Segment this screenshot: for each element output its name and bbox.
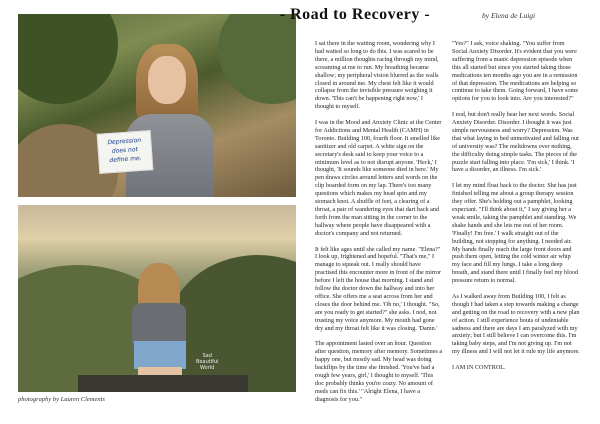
article-byline: by Elena de Luigi: [482, 11, 536, 20]
paragraph: I was in the Mood and Anxiety Clinic at the Center for Addictions and Mental Health (CAMH) in Toronto. Building 100, fourth floor. It smelled like sanitizer and old carpet. A white sign on the secretary's desk said to keep your voice to a minimum level as to not disrupt anyone. 'Heck,' I thought, 'It sounds like someone died in here.' My pen draws circles around letters and words on the clip boarded form on my lap. There's too many questions which makes my head spin and my stomach knot. A shuffle of feet, a clearing of a throat, a pair of wandering eyes that dart back and forth from the man sitting in the corner to the hallway where people have disappeared with a doctor's company and not returned.: [315, 119, 442, 237]
person-top: [132, 303, 186, 345]
handwritten-sign: [97, 130, 154, 174]
seated-person: [130, 263, 188, 392]
paragraph: The appointment lasted over an hour. Question after question, memory after memory. Sometimes a happy one, but mostly sad. My head was doing backflips by the time she finished. 'You've had a rough few years, girl,' I thought to myself. 'This doc probably thinks you're crazy. No amount of meds can fix this.' "Alright Elena, I have a diagnosis for you.": [315, 340, 443, 403]
person-shorts: [134, 341, 186, 369]
paragraph: I nod, but don't really hear her next words. Social Anxiety Disorder. Disorder. I thought it was just simple nervousness and worry? Depression. Was that what laying in bed unmotivated and falling out of university was? The meltdowns over nothing, the difficulty doing simple tasks. The pieces of the puzzle start falling into place. 'I'm sick,' I think. 'I have a disorder, an illness. I'm sick.': [452, 111, 579, 174]
person-face: [148, 56, 186, 104]
foliage-shape: [218, 14, 296, 104]
closing-line: I AM IN CONTROL.: [452, 364, 506, 372]
landscape-photo-bench: [18, 205, 296, 392]
paragraph: It felt like ages until she called my name. "Elena?" I look up, frightened and hopeful. "That's me," I manage to squeak out. I really should have practised this encounter more in front of the mirror before I left the house that morning. I stand and follow the doctor down the hallway and into her office. She offers me a seat across from her and closes the door behind me. 'Oh no,' I thought. "So, are you ready to get started?" she asks. I nod, not trusting my voice anymore. My mouth had gone dry and my throat felt like it was closing. 'Damn.': [315, 245, 442, 332]
sign-line: define me.: [109, 154, 142, 165]
article-title: - Road to Recovery -: [279, 6, 431, 23]
sign-line: Depression: [107, 136, 142, 147]
sign-line: does not: [111, 146, 139, 155]
photo-credit: photography by Lauren Clements: [18, 396, 105, 403]
bench: [78, 375, 248, 392]
foliage-shape: [18, 14, 118, 104]
paragraph: As I walked away from Building 100, I felt as though I had taken a step towards making a change and getting on the road to recovery with a new plan of action. I still experience bouts of undeniable sadness and there are days I am paralyzed with my anxiety; but I still believe I can overcome this. I'm taking baby steps, and I'm not giving up. I'm not my illness and I will not let it rule my life anymore.: [452, 292, 580, 356]
paragraph: I let my mind float back to the doctor. She has just finished telling me about a group therapy session they offer. She's holding out a pamphlet, looking expectant. "I'll think about it," I say giving her a weak smile, taking the pamphlet and standing. We shake hands and she lets me out of her room. 'Finally! I'm free.' I walk straight out of the building, not stopping for anything. I needed air. My hands finally reach the large front doors and push them open, letting the cold winter air whip my face and fill my lungs. I take a long deep breath, and stand there until I finally feel my blood pressure return to normal.: [452, 182, 579, 285]
tag-line: Beautiful: [196, 359, 219, 365]
paragraph: I sat there in the waiting room, wondering why I had waited so long to do this. I was scared to be there, a million thoughts racing through my mind, screaming at me to run. My breathing became shallow; my peripheral vision blurred as the walls closed in around me. My chest felt like it would collapse from the invisible pressure weighing it down. 'This can't be happening right now,' I thought to myself.: [315, 40, 439, 111]
portrait-photo-sign: [18, 14, 296, 197]
text-column-right: [452, 40, 580, 380]
paragraph: "Yes?" I ask, voice shaking. "You suffer from Social Anxiety Disorder. It's evident that you were suffering from a manic depression episode when this all started but since you started taking those medications ten months ago you are in a remission of that depression. The medications are helping so continue to take them. Going forward, I have some options for you to look into. Are you interested?": [452, 40, 579, 103]
tag-line: World: [200, 365, 215, 371]
shirt-tag-text: [196, 353, 218, 371]
text-column-left: [315, 40, 443, 412]
tag-line: Sad: [202, 353, 212, 359]
